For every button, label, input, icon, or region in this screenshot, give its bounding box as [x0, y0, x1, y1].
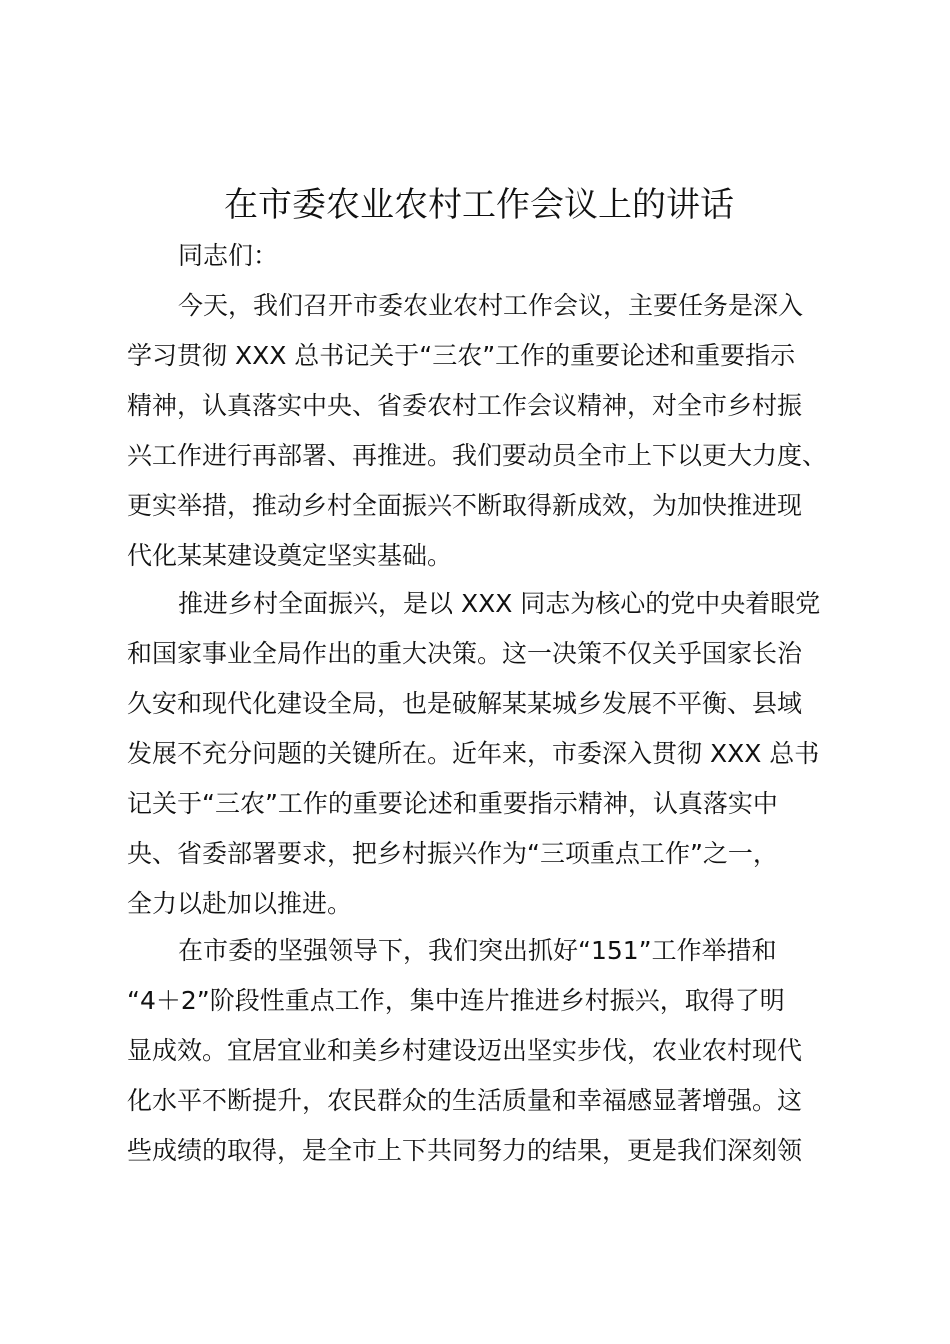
paragraph-2-line: 发展不充分问题的关键所在。近年来，市委深入贯彻 XXX 总书 — [127, 739, 820, 768]
paragraph-1-line: 精神，认真落实中央、省委农村工作会议精神，对全市乡村振 — [127, 391, 803, 420]
paragraph-2-line: 记关于“三农”工作的重要论述和重要指示精神，认真落实中 — [127, 789, 778, 818]
paragraph-2-line: 推进乡村全面振兴，是以 XXX 同志为核心的党中央着眼党 — [178, 589, 821, 618]
paragraph-3-line: 化水平不断提升，农民群众的生活质量和幸福感显著增强。这 — [127, 1086, 803, 1115]
paragraph-2-line: 央、省委部署要求，把乡村振兴作为“三项重点工作”之一， — [127, 839, 778, 868]
paragraph-2-line: 全力以赴加以推进。 — [127, 889, 353, 918]
paragraph-2-line: 和国家事业全局作出的重大决策。这一决策不仅关乎国家长治 — [127, 639, 803, 668]
paragraph-1-line: 代化某某建设奠定坚实基础。 — [127, 541, 453, 570]
paragraph-3-line: 在市委的坚强领导下，我们突出抓好“151”工作举措和 — [178, 936, 777, 965]
paragraph-3-line: 显成效。宜居宜业和美乡村建设迈出坚实步伐，农业农村现代 — [127, 1036, 803, 1065]
paragraph-1-line: 学习贯彻 XXX 总书记关于“三农”工作的重要论述和重要指示 — [127, 341, 796, 370]
paragraph-3-line: “4＋2”阶段性重点工作，集中连片推进乡村振兴，取得了明 — [127, 986, 785, 1015]
paragraph-2-line: 久安和现代化建设全局，也是破解某某城乡发展不平衡、县域 — [127, 689, 803, 718]
document-title: 在市委农业农村工作会议上的讲话 — [224, 185, 734, 225]
paragraph-1-line: 今天，我们召开市委农业农村工作会议，主要任务是深入 — [178, 291, 804, 320]
paragraph-1-line: 兴工作进行再部署、再推进。我们要动员全市上下以更大力度、 — [127, 441, 828, 470]
paragraph-3-line: 些成绩的取得，是全市上下共同努力的结果，更是我们深刻领 — [127, 1136, 803, 1165]
salutation: 同志们： — [178, 241, 279, 270]
paragraph-1-line: 更实举措，推动乡村全面振兴不断取得新成效，为加快推进现 — [127, 491, 803, 520]
